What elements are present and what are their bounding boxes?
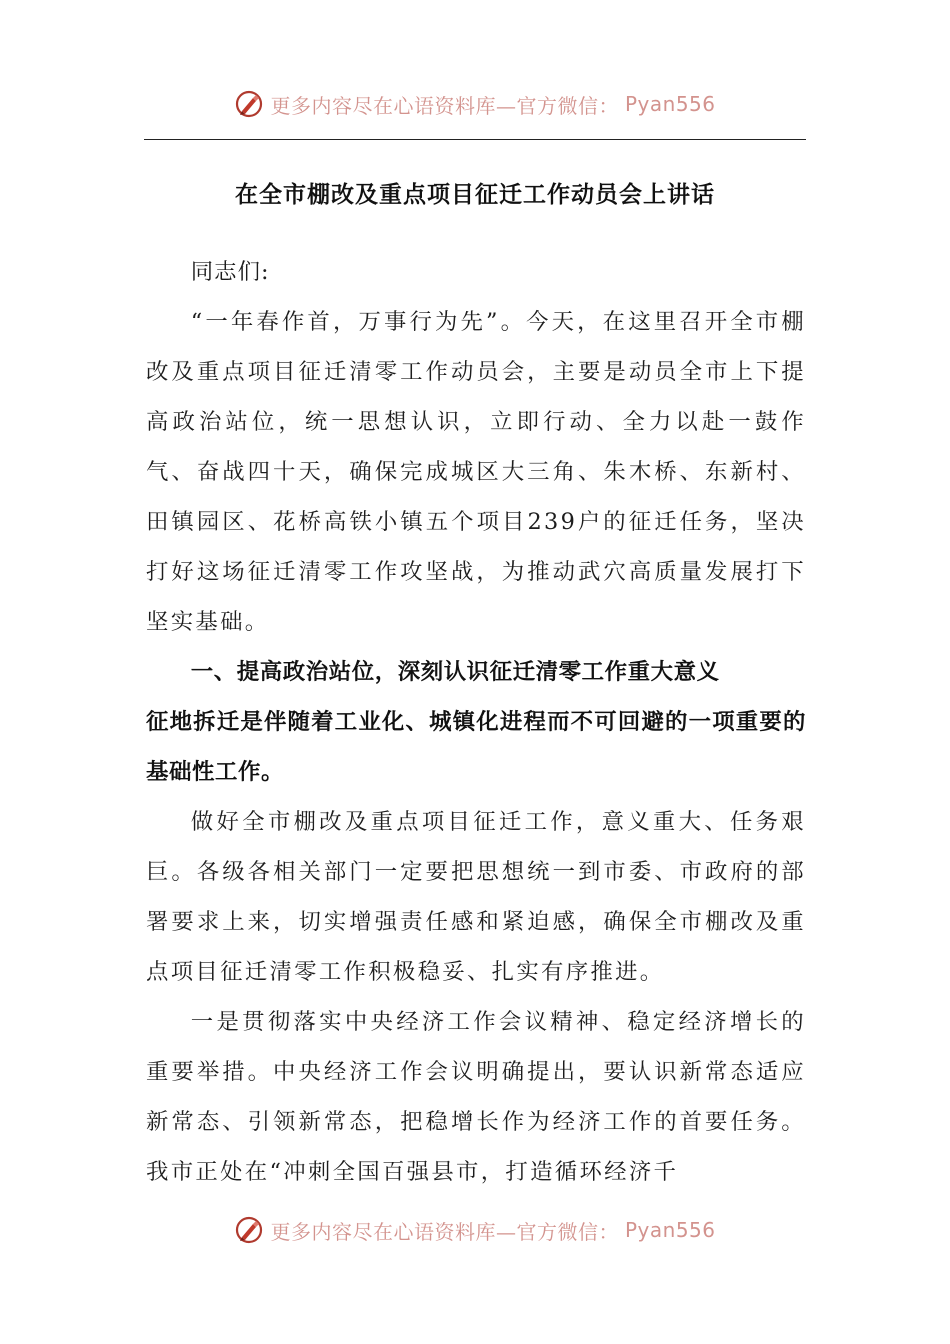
paragraph-intro: “一年春作首，万事行为先”。今天，在这里召开全市棚改及重点项目征迁清零工作动员会，主要是动员全市上下提高政治站位，统一思想认识，立即行动、全力以赴一鼓作气、奋战四十天，确保完成城区大三角、朱木桥、东新村、田镇园区、花桥高铁小镇五个项目239户的征迁任务，坚决打好这场征迁清零工作攻坚战，为推动武穴高质量发展打下坚实基础。 <box>146 309 806 635</box>
header-divider <box>144 139 806 140</box>
banner-slogan: 更多内容尽在心语资料库—官方微信： <box>270 1219 619 1244</box>
paragraph-point-1: 一是贯彻落实中央经济工作会议精神、稳定经济增长的重要举措。中央经济工作会议明确提出，要认识新常态适应新常态、引领新常态，把稳增长作为经济工作的首要任务。我市正处在“冲刺全国百强县市，打造循环经济千 <box>146 1009 806 1185</box>
header-banner <box>0 84 950 124</box>
section-heading-1: 一、提高政治站位，深刻认识征迁清零工作重大意义 <box>190 659 720 685</box>
paragraph-significance: 做好全市棚改及重点项目征迁工作，意义重大、任务艰巨。各级各相关部门一定要把思想统一到市委、市政府的部署要求上来，切实增强责任感和紧迫感，确保全市棚改及重点项目征迁清零工作积极稳妥、扎实有序推进。 <box>146 809 806 985</box>
banner-wechat-id: Pyan556 <box>624 1218 716 1242</box>
banner-wechat-id: Pyan556 <box>624 92 716 116</box>
banner-slogan: 更多内容尽在心语资料库—官方微信： <box>270 93 619 118</box>
pen-logo-icon <box>234 89 264 119</box>
pen-logo-icon <box>234 1215 264 1245</box>
document-body <box>146 247 806 1197</box>
document-title: 在全市棚改及重点项目征迁工作动员会上讲话 <box>235 181 715 208</box>
greeting: 同志们: <box>190 259 270 285</box>
footer-banner <box>0 1210 950 1250</box>
section-heading-1-subtitle: 征地拆迁是伴随着工业化、城镇化进程而不可回避的一项重要的基础性工作。 <box>146 709 806 785</box>
